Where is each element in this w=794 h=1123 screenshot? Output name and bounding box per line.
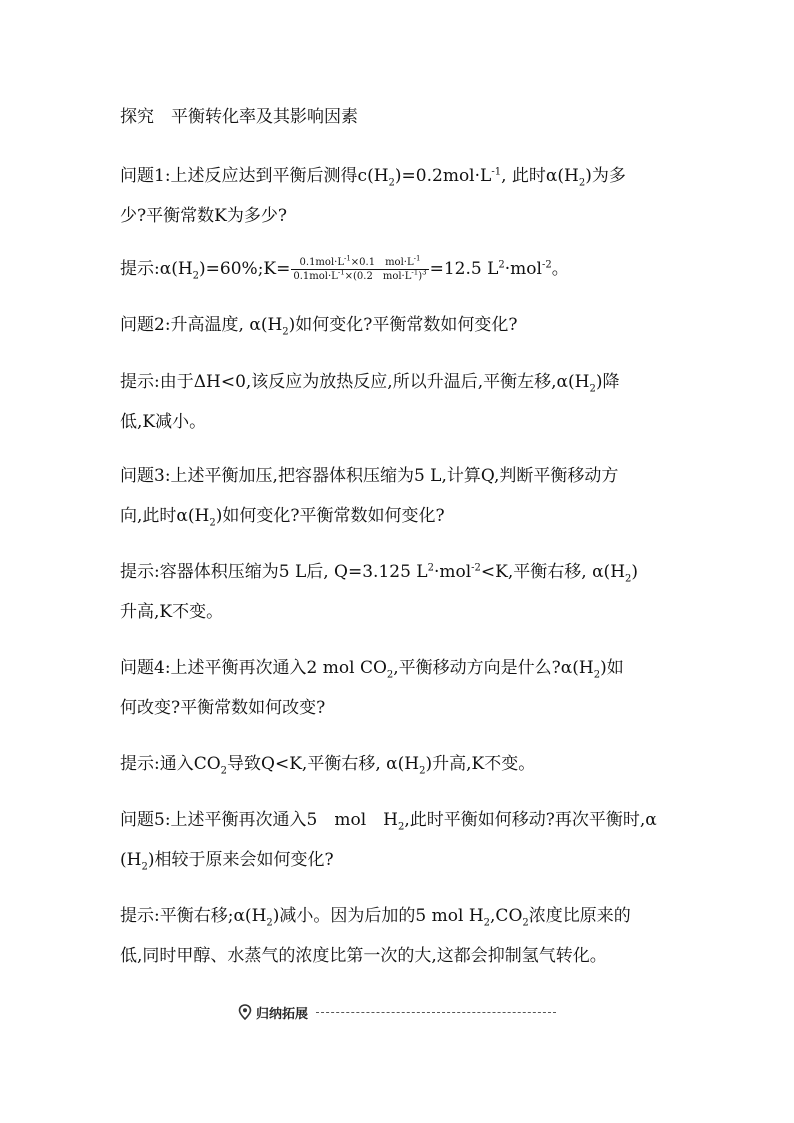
summary-label: 归纳拓展 <box>256 1006 309 1022</box>
equilibrium-constant-fraction <box>291 256 428 283</box>
question-5: 问题5:上述平衡再次通入5 mol $H_2$,此时平衡如何移动?再次平衡时,α $(H_2)$相较于原来会如何变化? <box>120 810 657 873</box>
fraction-denominator: $0.1mol\cdot L^{-1}\times(0.2$ $mol\cdot L^{-1})^3$ <box>293 268 427 282</box>
hint-4: 提示:通入$CO_2$导致Q<K,平衡右移, $\alpha(H_2)$升高,K不变。 <box>120 754 536 777</box>
summary-section-header <box>238 1002 556 1022</box>
fraction-numerator: $0.1mol\cdot L^{-1}\times 0.1$ $mol\cdot L^{-1}$ <box>299 254 421 268</box>
hint-2: 提示:由于ΔH<0,该反应为放热反应,所以升温后,平衡左移$,\alpha(H_2)$降 低,K减小。 <box>120 372 620 432</box>
section-heading: 探究 平衡转化率及其影响因素 <box>120 107 358 127</box>
question-1: 问题1:上述反应达到平衡后测得$c(H_2)=0.2mol\cdot L^{-1}$, 此时$\alpha(H_2)$为多 少?平衡常数K为多少? <box>120 166 626 226</box>
location-pin-icon <box>238 1004 252 1020</box>
hint-3: 提示:容器体积压缩为5 L后, Q=3.125 $L^2\cdot mol^{-2}<K$,平衡右移, $\alpha(H_2)$ 升高,K不变。 <box>120 562 639 622</box>
dashed-divider <box>316 1012 556 1013</box>
question-3: 问题3:上述平衡加压,把容器体积压缩为5 L,计算Q,判断平衡移动方 向,此时$\alpha(H_2)$如何变化?平衡常数如何变化? <box>120 466 619 529</box>
question-2: 问题2:升高温度, $\alpha(H_2)$如何变化?平衡常数如何变化? <box>120 315 518 338</box>
hint-5: 提示:平衡右移$;\alpha(H_2)$减小。因为后加的5 mol $H_2,CO_2$浓度比原来的 低,同时甲醇、水蒸气的浓度比第一次的大,这都会抑制氢气转化。 <box>120 906 631 966</box>
hint-1: 提示$:\alpha(H_2)=60\%;K=$ $\frac{0.1mol\cdot L^{-1}\times 0.1 mol\cdot L^{-1}}{0.1mol\cdot L^{-1}\times(0.2 mol\cdot L^{-1})^3}$ =12.5 $L^2\cdot mol^{-2}$。 <box>120 254 569 282</box>
question-4: 问题4:上述平衡再次通入2 mol $CO_2$,平衡移动方向是什么$?\alpha(H_2)$如 何改变?平衡常数如何改变? <box>120 658 624 718</box>
